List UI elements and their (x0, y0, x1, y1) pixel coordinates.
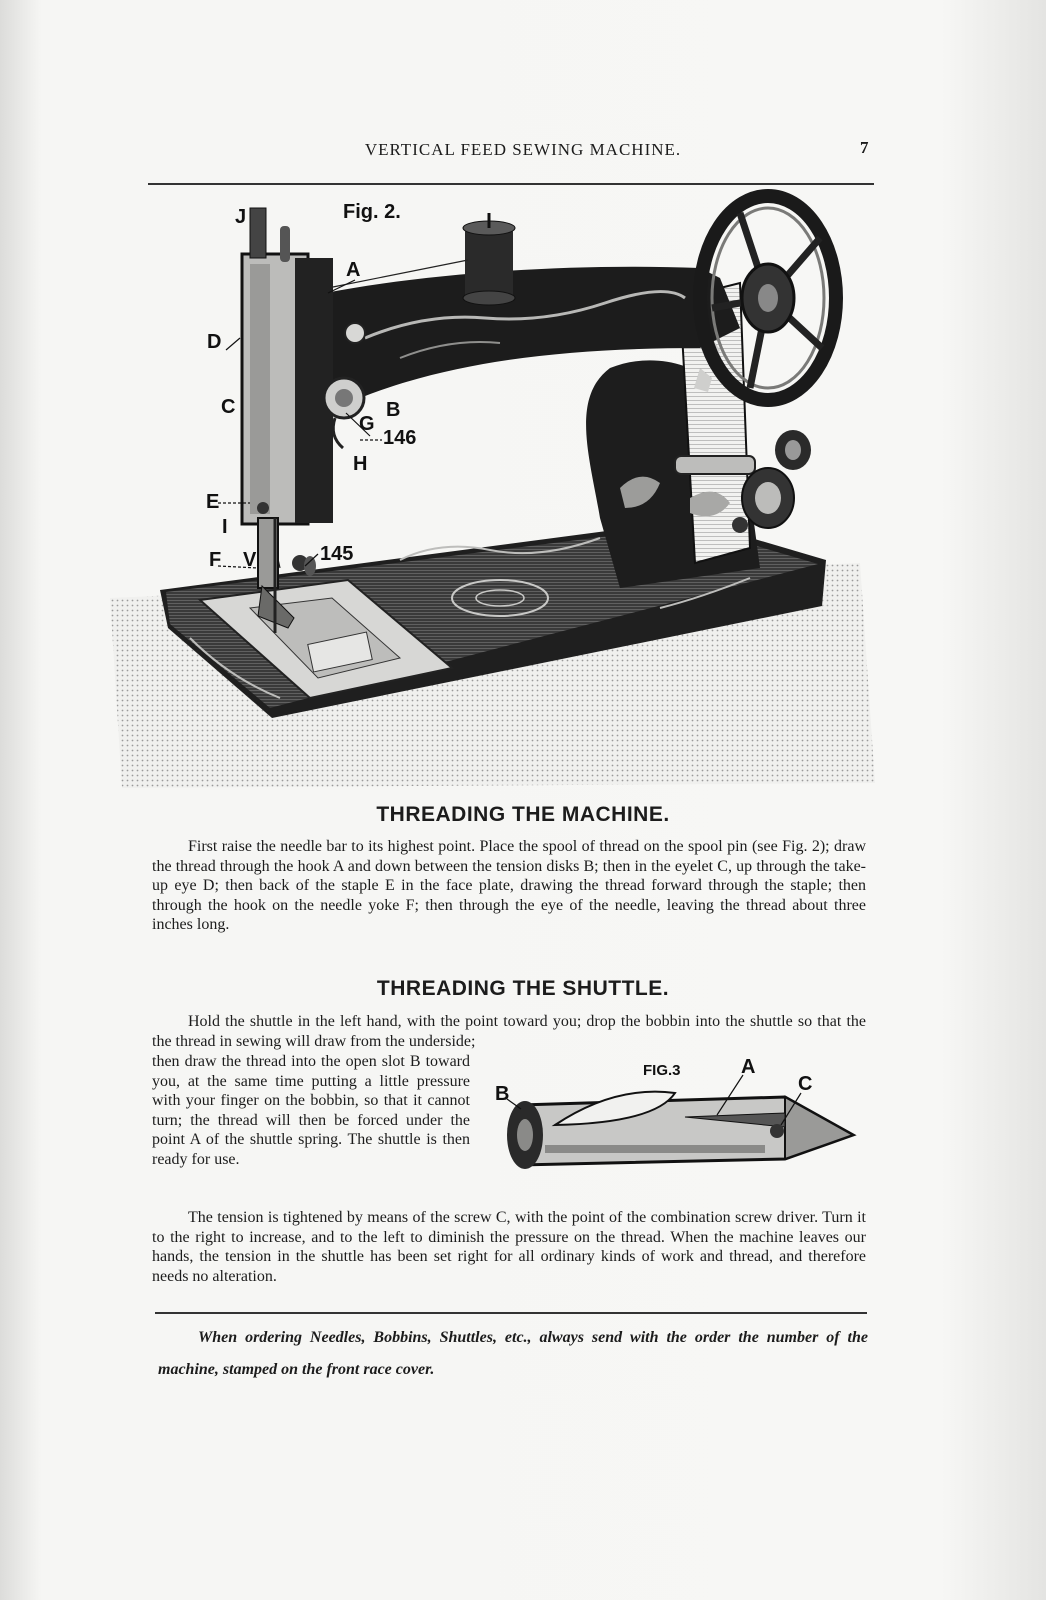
label-d: D (207, 331, 222, 353)
fig3-title: FIG.3 (643, 1062, 681, 1079)
label-f: F (209, 549, 222, 571)
footer-rule (155, 1312, 867, 1314)
page-number: 7 (860, 138, 869, 157)
threading-shuttle-wrap-text: then draw the thread into the open slot B toward you, at the same time putting a little pressure with your finger on the bobbin, so that it cannot turn; the thread will then be forced under the point A of the shuttle spring. The shuttle is then ready for use. (152, 1053, 470, 1168)
threading-shuttle-intro: Hold the shuttle in the left hand, with the point toward you; drop the bobbin into the shuttle so that the the thread in sewing will draw from the underside; (152, 1013, 866, 1050)
threading-machine-text: First raise the needle bar to its highest point. Place the spool of thread on the spool pin (see Fig. 2); draw the thread through the hook A and down between the tension disks B; then in the eyelet C, up through the take-up eye D; then back of the staple E in the face plate, drawing the thread forward through the staple; then through the hook on the needle yoke F; then through the eye of the needle, leaving the thread about three inches long. (152, 838, 866, 933)
label-e: E (206, 491, 220, 513)
fig3-label-b: B (495, 1083, 510, 1105)
sewing-machine-illustration (100, 188, 890, 803)
label-b: B (386, 399, 401, 421)
running-head: VERTICAL FEED SEWING MACHINE. (364, 140, 682, 159)
ordering-note: When ordering Needles, Bobbins, Shuttles, etc., always send with the order the number of the machine, stamped on the front race cover. (158, 1329, 868, 1378)
shuttle-body (507, 1092, 853, 1169)
thread-spool (463, 213, 515, 305)
label-g: G (359, 413, 375, 435)
tension-text: The tension is tightened by means of the screw C, with the point of the combination screw driver. Turn it to the right to increase, and to the left to diminish the pressure on the thread. When the machine leaves our hands, the tension in the shuttle has been set right for all ordinary kinds of work and thread, and therefore needs no alteration. (152, 1209, 866, 1285)
label-h: H (353, 453, 368, 475)
label-v: V (243, 549, 257, 571)
label-145: 145 (320, 543, 354, 565)
heading-threading-machine: THREADING THE MACHINE. (376, 803, 670, 826)
header-rule (148, 183, 874, 185)
shuttle-illustration (485, 1055, 865, 1180)
label-c: C (221, 396, 236, 418)
label-j: J (235, 206, 247, 228)
label-i: I (222, 516, 228, 538)
label-146: 146 (383, 427, 417, 449)
fig3-label-c: C (798, 1073, 813, 1095)
heading-threading-shuttle: THREADING THE SHUTTLE. (376, 977, 670, 1000)
fig3-label-a: A (741, 1056, 756, 1078)
label-a: A (346, 259, 361, 281)
fig2-title: Fig. 2. (343, 201, 401, 223)
